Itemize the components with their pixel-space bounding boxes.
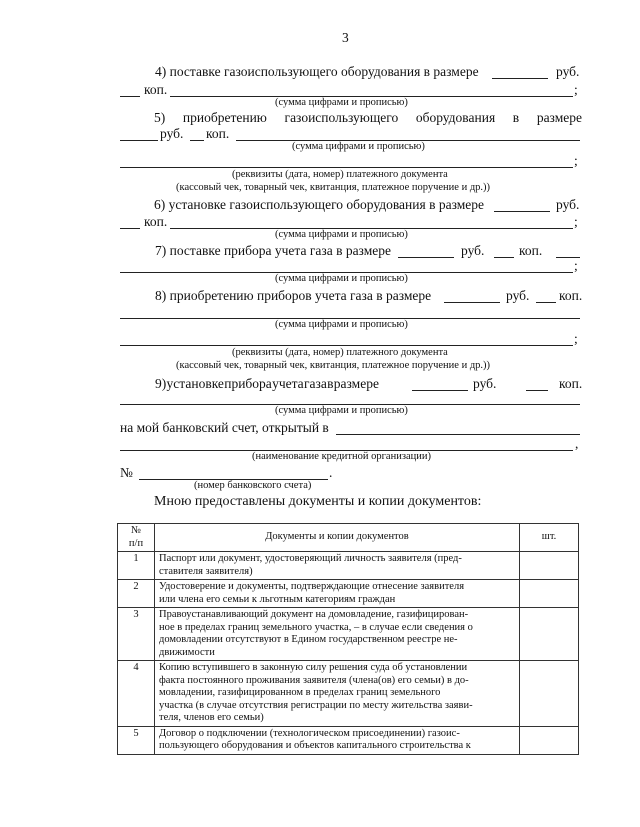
item-8-caption-requisites: (реквизиты (дата, номер) платежного документа bbox=[232, 347, 448, 358]
item-5-caption-requisites: (реквизиты (дата, номер) платежного документа bbox=[232, 169, 448, 180]
item-4-kop: коп. bbox=[144, 82, 168, 97]
item-8-rub: руб. bbox=[506, 288, 530, 303]
header-quantity: шт. bbox=[520, 524, 579, 552]
item-7-kop: коп. bbox=[519, 243, 543, 258]
row-quantity-cell[interactable] bbox=[520, 661, 579, 727]
item-4-rub-line bbox=[492, 78, 548, 79]
table-header-row bbox=[118, 524, 579, 552]
item-7-rub: руб. bbox=[461, 243, 485, 258]
row-quantity-cell[interactable] bbox=[520, 726, 579, 754]
item-7-rub-line bbox=[398, 257, 454, 258]
documents-table bbox=[117, 523, 579, 755]
item-9-rub-line bbox=[412, 390, 468, 391]
bank-name-comma: , bbox=[575, 436, 579, 451]
documents-intro: Мною предоставлены документы и копии документов: bbox=[154, 494, 482, 509]
table-row bbox=[118, 608, 579, 661]
row-number: 2 bbox=[118, 580, 155, 608]
item-5-caption-types: (кассовый чек, товарный чек, квитанция, платежное поручение и др.)) bbox=[176, 182, 491, 193]
item-8-caption-types: (кассовый чек, товарный чек, квитанция, платежное поручение и др.)) bbox=[176, 360, 491, 371]
bank-name-line-1 bbox=[336, 434, 580, 435]
row-document: Паспорт или документ, удостоверяющий личность заявителя (пред- ставителя заявителя) bbox=[155, 552, 520, 580]
account-number-sign: № bbox=[120, 465, 133, 480]
bank-account-label: на мой банковский счет, открытый в bbox=[120, 420, 329, 435]
item-8-kop: коп. bbox=[559, 288, 583, 303]
item-9-label: 9) установке прибора учета газа в размере bbox=[155, 376, 379, 391]
item-8-semicolon: ; bbox=[574, 331, 578, 346]
table-row bbox=[118, 661, 579, 727]
row-number: 5 bbox=[118, 726, 155, 754]
item-5-requisites-line bbox=[120, 167, 573, 168]
item-8-kop-line bbox=[536, 302, 556, 303]
account-number-period: . bbox=[329, 465, 333, 480]
account-number-caption: (номер банковского счета) bbox=[194, 480, 312, 491]
row-quantity-cell[interactable] bbox=[520, 608, 579, 661]
item-7-caption: (сумма цифрами и прописью) bbox=[275, 273, 408, 284]
item-9-caption: (сумма цифрами и прописью) bbox=[275, 405, 408, 416]
item-7-semicolon: ; bbox=[574, 258, 578, 273]
item-5-rub: руб. bbox=[160, 126, 184, 141]
item-9-kop-line bbox=[526, 390, 548, 391]
table-row bbox=[118, 726, 579, 754]
row-quantity-cell[interactable] bbox=[520, 552, 579, 580]
page-number: 3 bbox=[342, 30, 349, 45]
item-6-rub-line bbox=[494, 211, 550, 212]
item-5-rub-line bbox=[120, 140, 158, 141]
item-5-caption: (сумма цифрами и прописью) bbox=[292, 141, 425, 152]
item-8-rub-line bbox=[444, 302, 500, 303]
row-document: Договор о подключении (технологическом присоединении) газоис- пользующего оборудования и объектов капитального строительства к bbox=[155, 726, 520, 754]
header-number: № п/п bbox=[118, 524, 155, 552]
item-7-kop-line bbox=[494, 257, 514, 258]
item-9-kop: коп. bbox=[559, 376, 583, 391]
item-4-semicolon: ; bbox=[574, 82, 578, 97]
item-4-caption: (сумма цифрами и прописью) bbox=[275, 97, 408, 108]
item-6-rub: руб. bbox=[556, 197, 580, 212]
table-row bbox=[118, 552, 579, 580]
item-5-semicolon: ; bbox=[574, 153, 578, 168]
item-8-label: 8) приобретению приборов учета газа в размере bbox=[155, 288, 432, 303]
row-number: 4 bbox=[118, 661, 155, 727]
row-document: Удостоверение и документы, подтверждающие отнесение заявителя или члена его семьи к льготным категориям граждан bbox=[155, 580, 520, 608]
item-8-caption: (сумма цифрами и прописью) bbox=[275, 319, 408, 330]
item-5-kop-line bbox=[190, 140, 204, 141]
row-document: Копию вступившего в законную силу решения суда об установлении факта постоянного проживания заявителя (члена(ов) его семьи) в до- мовладении, газифицированном в пределах границ земельного участка (в случае отсутствия регистрации по месту жительства заяви- теля, членов его семьи) bbox=[155, 661, 520, 727]
table-row bbox=[118, 580, 579, 608]
item-8-requisites-line bbox=[120, 345, 573, 346]
item-6-kop-line bbox=[120, 228, 140, 229]
item-4-kop-line bbox=[120, 96, 140, 97]
item-5-label: 5) приобретению газоиспользующего оборудования в размере bbox=[154, 110, 582, 125]
item-9-rub: руб. bbox=[473, 376, 497, 391]
row-quantity-cell[interactable] bbox=[520, 580, 579, 608]
item-4-label: 4) поставке газоиспользующего оборудования в размере bbox=[155, 64, 479, 79]
bank-name-caption: (наименование кредитной организации) bbox=[252, 451, 431, 462]
row-number: 3 bbox=[118, 608, 155, 661]
item-7-label: 7) поставке прибора учета газа в размере bbox=[155, 243, 391, 258]
header-documents: Документы и копии документов bbox=[155, 524, 520, 552]
item-6-semicolon: ; bbox=[574, 214, 578, 229]
item-5-kop: коп. bbox=[206, 126, 230, 141]
item-6-kop: коп. bbox=[144, 214, 168, 229]
item-4-rub: руб. bbox=[556, 64, 580, 79]
item-6-caption: (сумма цифрами и прописью) bbox=[275, 229, 408, 240]
row-number: 1 bbox=[118, 552, 155, 580]
item-6-label: 6) установке газоиспользующего оборудования в размере bbox=[154, 197, 484, 212]
row-document: Правоустанавливающий документ на домовладение, газифицирован- ное в пределах границ земельного участка, – в случае если сведения о домовладении отсутствуют в Едином государственном реестре не- движимости bbox=[155, 608, 520, 661]
